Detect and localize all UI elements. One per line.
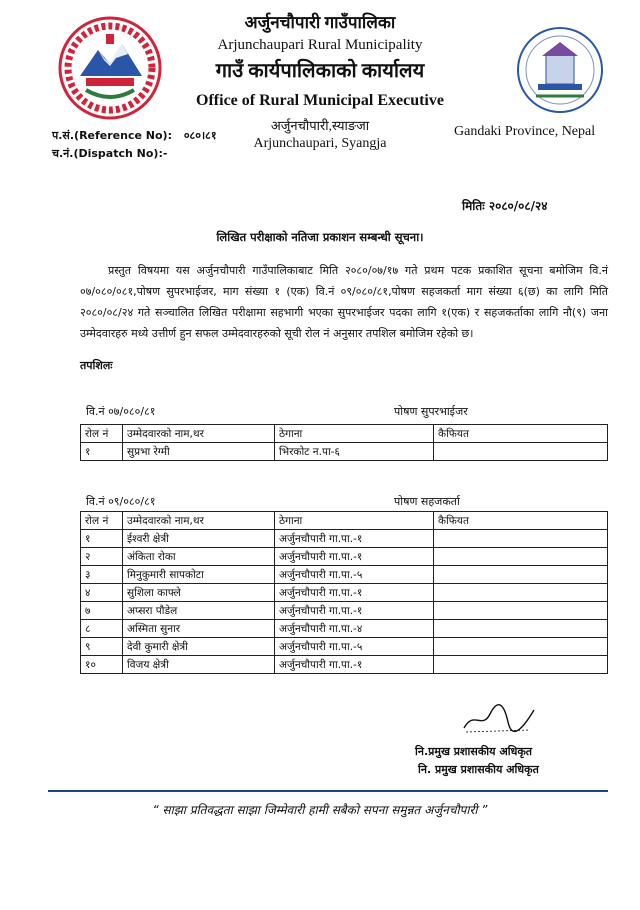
table-cell — [434, 443, 608, 461]
table-cell: अर्जुनचौपारी गा.पा.-१ — [275, 530, 434, 548]
column-header: ठेगाना — [275, 425, 434, 443]
column-header: रोल नं — [81, 425, 123, 443]
facilitator-results-table — [80, 511, 608, 674]
column-header: कैफियत — [434, 512, 608, 530]
table-cell: अर्जुनचौपारी गा.पा.-५ — [275, 638, 434, 656]
table-cell: देवी कुमारी क्षेत्री — [123, 638, 275, 656]
table-row — [81, 620, 608, 638]
column-header: ठेगाना — [275, 512, 434, 530]
org-name-nepali: अर्जुनचौपारी गाउँपालिका — [244, 13, 396, 32]
table-cell: अर्जुनचौपारी गा.पा.-१ — [275, 548, 434, 566]
details-label: तपशिलः — [80, 359, 113, 372]
table-cell — [434, 602, 608, 620]
table-cell — [434, 620, 608, 638]
table-cell: २ — [81, 548, 123, 566]
notice-body: प्रस्तुत विषयमा यस अर्जुनचौपारी गाउँपालिकाबाट मिति २०८०/०७/१७ गते प्रथम पटक प्रकाशित सूचना बमोजिम वि.नं ०७/०८०/०८१,पोषण सुपरभाईजर, माग संख्या १ (एक) वि.नं ०९/०८०/८१,पोषण सहजकर्ता माग संख्या ६(छ) का लागि मिति २०८०/०८/२४ गते सञ्चालित लिखित परीक्षामा सहभागी भएका सुपरभाईजर पदका लागि १(एक) र सहजकर्ताका लागि नौ(९) जना उम्मेदवारहरु मध्ये उत्तीर्ण हुन सफल उम्मेदवारहरुको सूची रोल नं अनुसार तपशिल बमोजिम रहेको छ। — [80, 264, 608, 340]
table-cell: विजय क्षेत्री — [123, 656, 275, 674]
table-cell — [434, 530, 608, 548]
table-row — [81, 584, 608, 602]
table-cell: ईश्वरी क्षेत्री — [123, 530, 275, 548]
table-cell: अस्मिता सुनार — [123, 620, 275, 638]
column-header: कैफियत — [434, 425, 608, 443]
table-cell — [434, 566, 608, 584]
table-cell: अर्जुनचौपारी गा.पा.-५ — [275, 566, 434, 584]
column-header: रोल नं — [81, 512, 123, 530]
table-cell: अर्जुनचौपारी गा.पा.-१ — [275, 584, 434, 602]
footer-slogan: “ साझा प्रतिवद्धता साझा जिम्मेवारी हामी सबैको सपना समुन्नत अर्जुनचौपारी ” — [152, 803, 488, 817]
table-row — [81, 548, 608, 566]
table-cell: सुप्रभा रेग्मी — [123, 443, 275, 461]
section1-post: पोषण सुपरभाईजर — [394, 405, 468, 418]
table-cell: अप्सरा पौडेल — [123, 602, 275, 620]
org-name-english: Arjunchaupari Rural Municipality — [217, 37, 423, 53]
table-row — [81, 602, 608, 620]
signature — [460, 700, 540, 736]
table-cell: १० — [81, 656, 123, 674]
table-cell: सुशिला काफ्ले — [123, 584, 275, 602]
address-english: Arjunchaupari, Syangja — [253, 136, 387, 151]
table-row — [81, 443, 608, 461]
table-cell: मिनुकुमारी सापकोटा — [123, 566, 275, 584]
dispatch-number: च.नं.(Dispatch No):- — [52, 147, 168, 160]
table-header-row — [81, 425, 608, 443]
table-cell — [434, 548, 608, 566]
supervisor-results-table — [80, 424, 608, 461]
signatory-stamp: नि. प्रमुख प्रशासकीय अधिकृत — [418, 763, 539, 776]
table-row — [81, 530, 608, 548]
table-cell: भिरकोट न.पा-६ — [275, 443, 434, 461]
address-nepali: अर्जुनचौपारी,स्याङजा — [270, 118, 370, 133]
table-header-row — [81, 512, 608, 530]
document-date: मितिः २०८०/०८/२४ — [462, 199, 548, 213]
reference-label: प.सं.(Reference No): — [52, 129, 172, 142]
column-header: उम्मेदवारको नाम,थर — [123, 512, 275, 530]
column-header: उम्मेदवारको नाम,थर — [123, 425, 275, 443]
section2-post: पोषण सहजकर्ता — [394, 495, 460, 508]
table-cell: अर्जुनचौपारी गा.पा.-१ — [275, 602, 434, 620]
table-cell: ७ — [81, 602, 123, 620]
table-cell: ९ — [81, 638, 123, 656]
table-cell: अर्जुनचौपारी गा.पा.-४ — [275, 620, 434, 638]
footer-divider — [48, 790, 608, 792]
reference-value: ०८०।८१ — [183, 129, 217, 142]
section1-vin: वि.नं ०७/०८०/८१ — [86, 405, 156, 418]
signatory-title: नि.प्रमुख प्रशासकीय अधिकृत — [415, 745, 533, 758]
table-row — [81, 656, 608, 674]
table-cell — [434, 656, 608, 674]
section2-vin: वि.नं ०९/०८०/८१ — [86, 495, 156, 508]
table-cell: ८ — [81, 620, 123, 638]
table-cell: अर्जुनचौपारी गा.पा.-१ — [275, 656, 434, 674]
table-cell: अंकिता रोका — [123, 548, 275, 566]
table-cell: ३ — [81, 566, 123, 584]
table-cell — [434, 638, 608, 656]
table-cell — [434, 584, 608, 602]
table-cell: १ — [81, 443, 123, 461]
table-cell: १ — [81, 530, 123, 548]
province: Gandaki Province, Nepal — [454, 124, 596, 139]
notice-subject: लिखित परीक्षाको नतिजा प्रकाशन सम्बन्धी सूचना। — [216, 230, 424, 244]
table-row — [81, 566, 608, 584]
reference-number — [52, 128, 217, 143]
office-name-english: Office of Rural Municipal Executive — [196, 92, 444, 109]
table-cell: ४ — [81, 584, 123, 602]
office-name-nepali: गाउँ कार्यपालिकाको कार्यालय — [215, 60, 425, 82]
table-row — [81, 638, 608, 656]
